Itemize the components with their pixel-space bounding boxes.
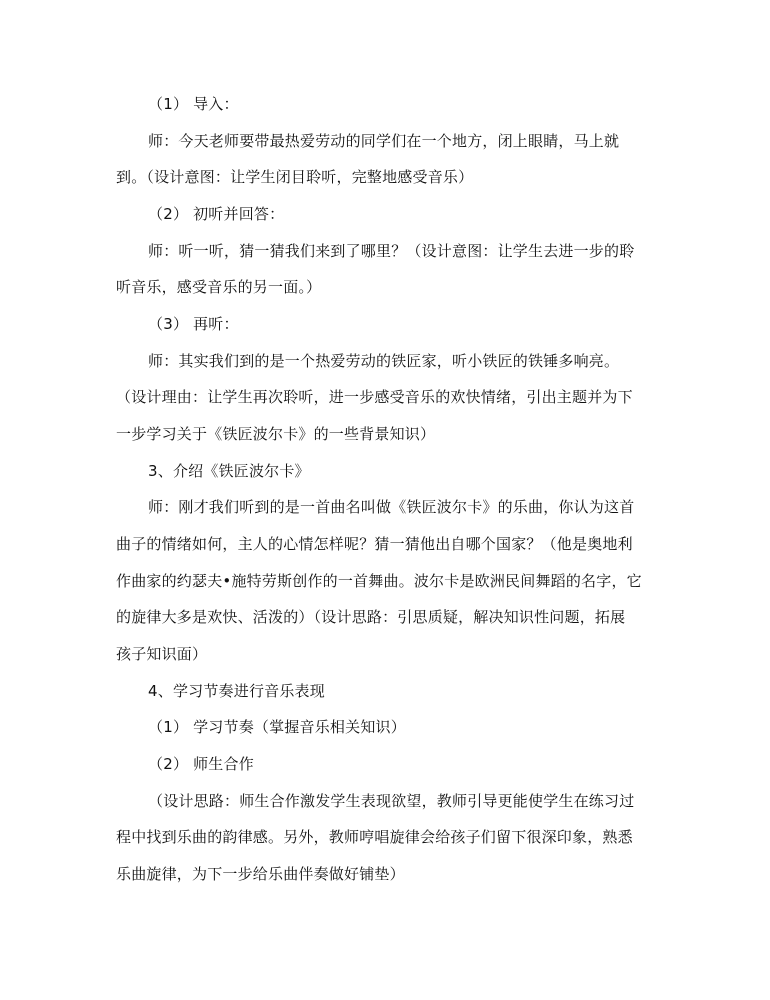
text-line: （设计思路：师生合作激发学生表现欲望，教师引导更能使学生在练习过 <box>148 792 635 810</box>
text-line: （设计理由：让学生再次聆听，进一步感受音乐的欢快情绪，引出主题并为下 <box>116 388 633 406</box>
text-line: 4、学习节奏进行音乐表现 <box>148 682 325 700</box>
text-line: 师：听一听，猜一猜我们来到了哪里？（设计意图：让学生去进一步的聆 <box>148 242 635 260</box>
text-line: 师：今天老师要带最热爱劳动的同学们在一个地方，闭上眼睛，马上就 <box>148 132 620 150</box>
text-line: 孩子知识面） <box>116 645 208 663</box>
text-line: （1） 导入： <box>148 95 239 113</box>
text-line: 师：刚才我们听到的是一首曲名叫做《铁匠波尔卡》的乐曲，你认为这首 <box>148 498 635 516</box>
text-line: （3） 再听： <box>148 315 239 333</box>
text-line: 曲子的情绪如何，主人的心情怎样呢？猜一猜他出自哪个国家？（他是奥地利 <box>116 535 633 553</box>
text-line: 程中找到乐曲的韵律感。另外，教师哼唱旋律会给孩子们留下很深印象，熟悉 <box>116 828 633 846</box>
text-line: 3、介绍《铁匠波尔卡》 <box>148 462 310 480</box>
text-line: 到。（设计意图：让学生闭目聆听，完整地感受音乐） <box>116 168 474 186</box>
text-line: （2） 师生合作 <box>148 755 254 773</box>
text-line: （2） 初听并回答： <box>148 205 285 223</box>
text-line: 师：其实我们到的是一个热爱劳动的铁匠家，听小铁匠的铁锤多响亮。 <box>148 352 620 370</box>
text-line: 的旋律大多是欢快、活泼的）（设计思路：引思质疑，解决知识性问题，拓展 <box>116 608 626 626</box>
text-line: 乐曲旋律，为下一步给乐曲伴奏做好铺垫） <box>116 865 405 883</box>
text-line: 一步学习关于《铁匠波尔卡》的一些背景知识） <box>116 425 436 443</box>
text-line: 作曲家的约瑟夫•施特劳斯创作的一首舞曲。波尔卡是欧洲民间舞蹈的名字，它 <box>116 572 642 590</box>
text-line: 听音乐，感受音乐的另一面。） <box>116 278 322 296</box>
text-line: （1） 学习节奏（掌握音乐相关知识） <box>148 718 406 736</box>
